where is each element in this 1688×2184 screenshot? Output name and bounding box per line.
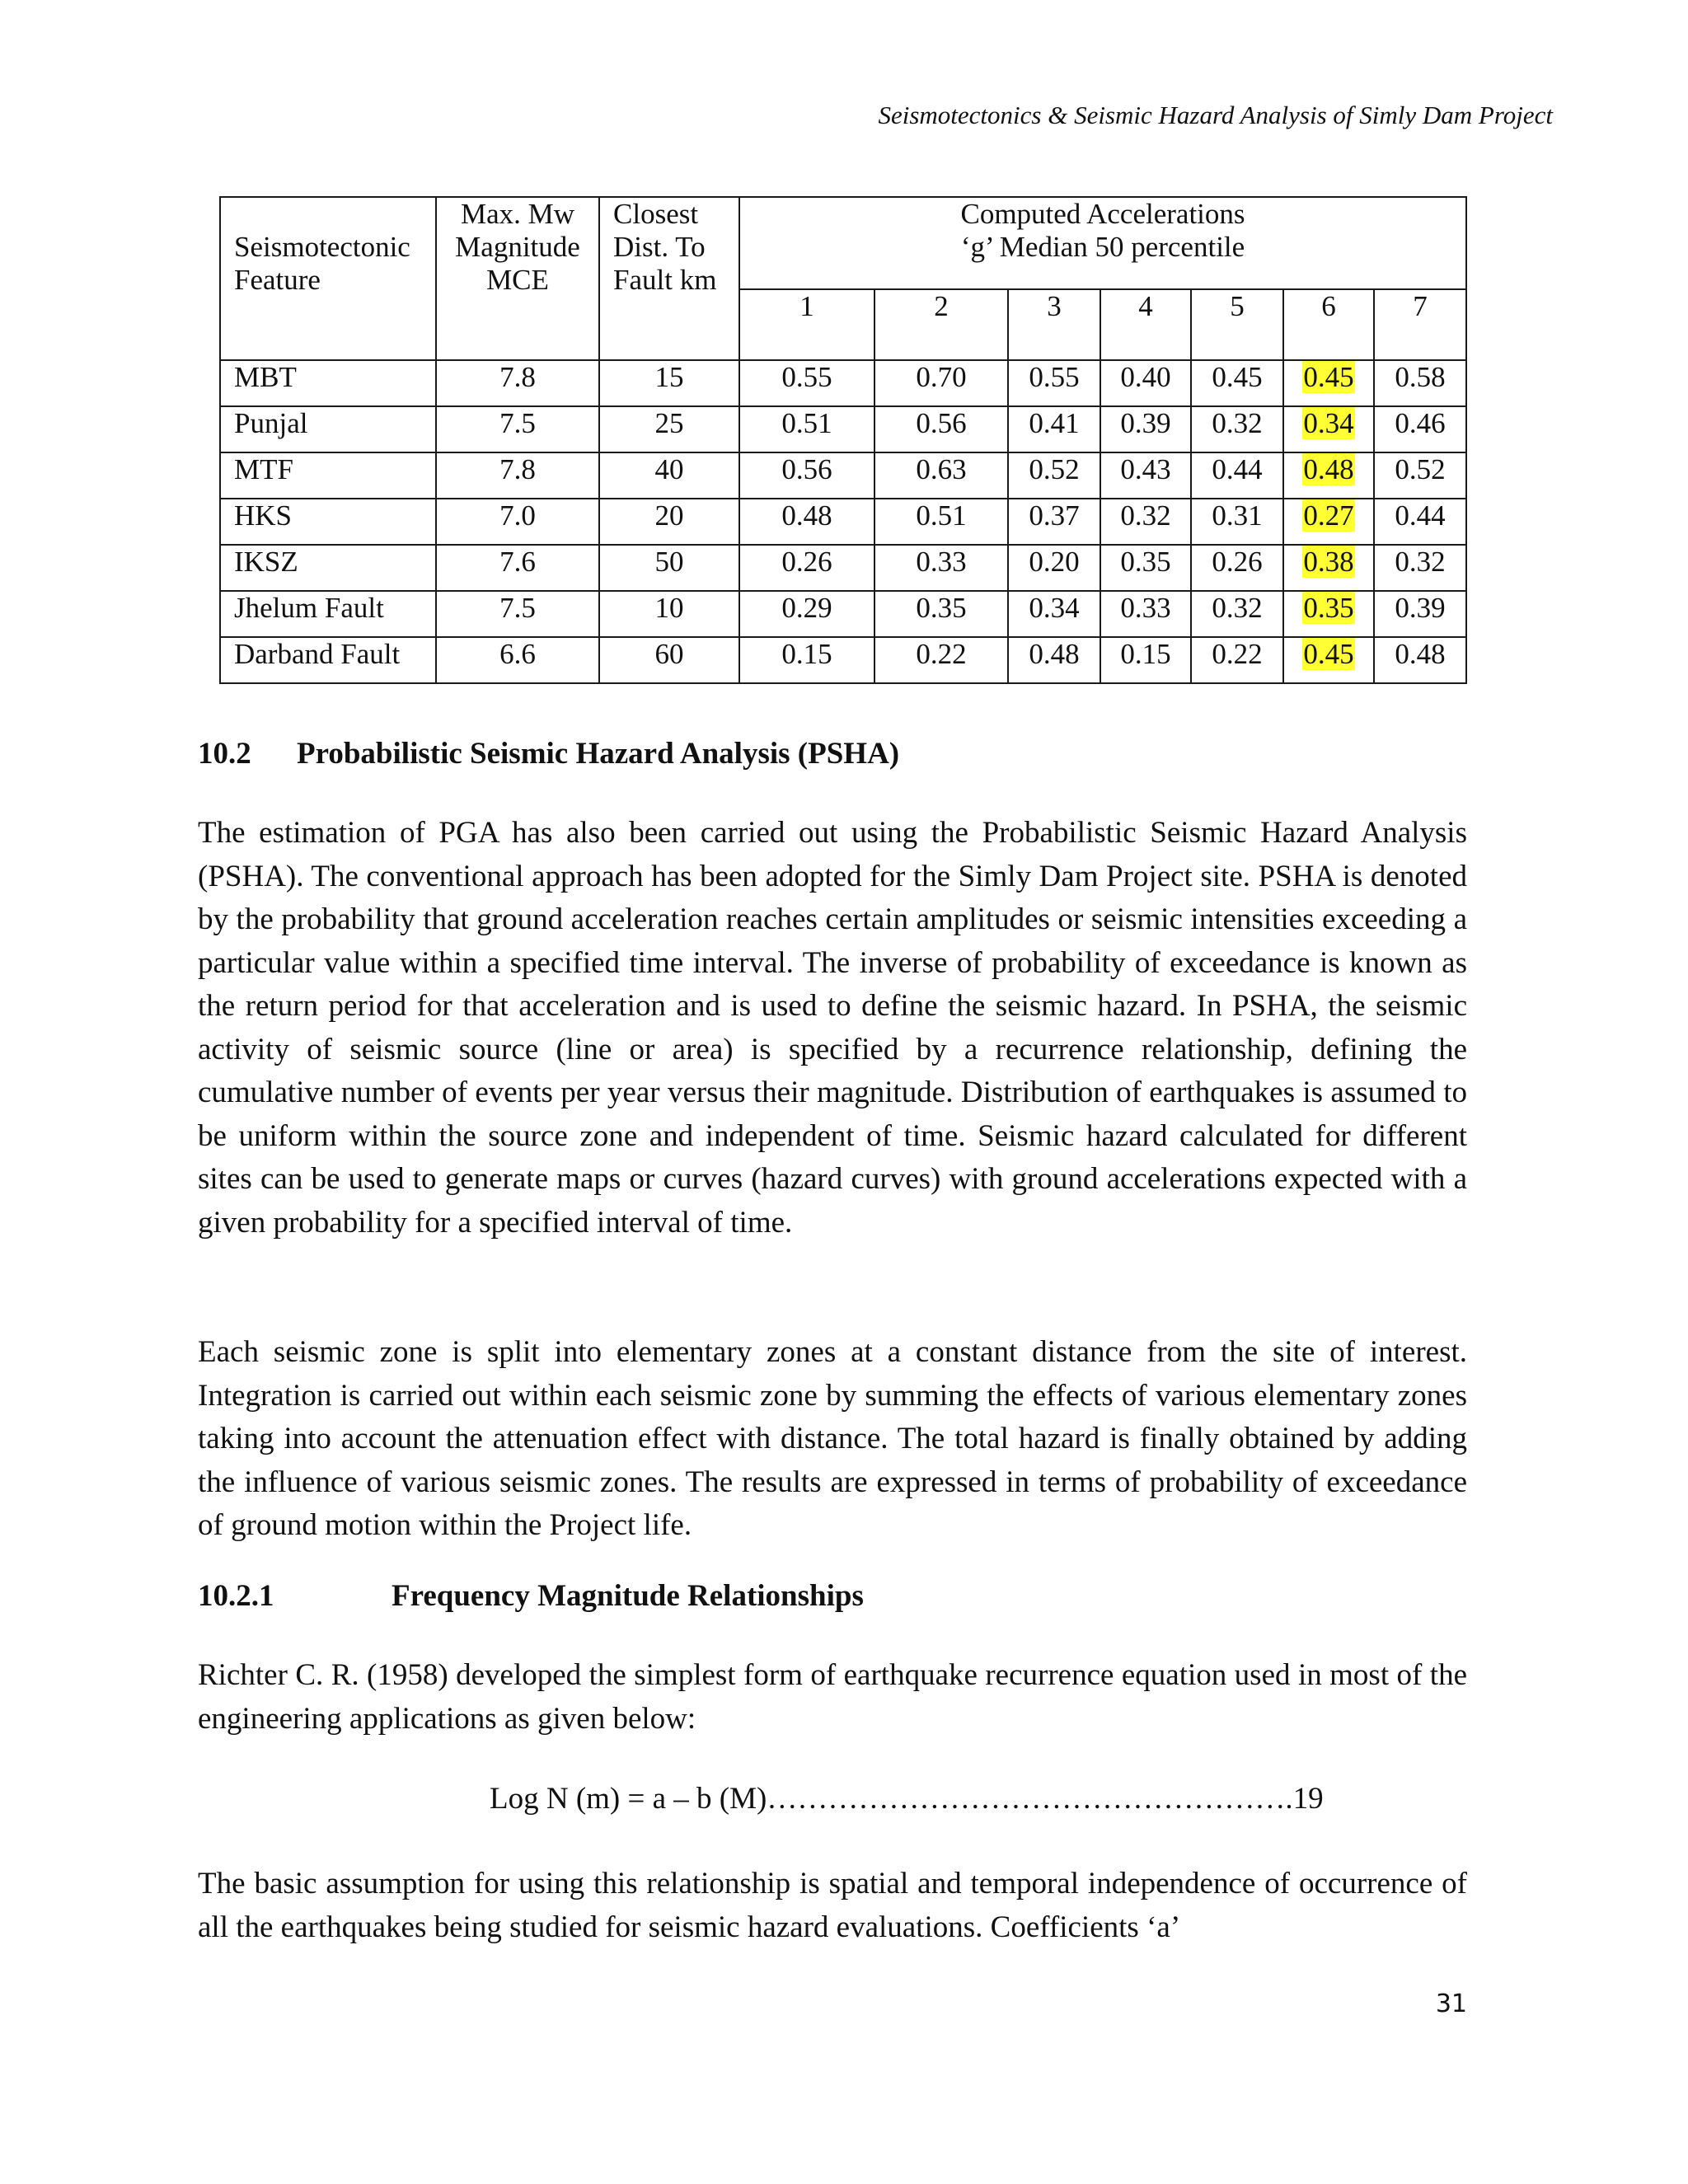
subsection-number: 10.2.1 — [198, 1579, 274, 1613]
section-title: Probabilistic Seismic Hazard Analysis (PSHA) — [297, 737, 900, 771]
cell-acceleration: 0.46 — [1374, 406, 1466, 452]
cell-acceleration: 0.33 — [874, 545, 1008, 591]
table-row — [220, 360, 1466, 406]
header-accelerations-line-1: Computed Accelerations — [960, 198, 1245, 230]
accel-col-5: 5 — [1191, 289, 1283, 360]
cell-acceleration: 0.22 — [874, 637, 1008, 683]
cell-acceleration — [1283, 545, 1374, 591]
cell-acceleration — [1283, 499, 1374, 545]
cell-acceleration: 0.44 — [1191, 452, 1283, 499]
cell-acceleration: 0.34 — [1008, 591, 1100, 637]
table-row — [220, 452, 1466, 499]
highlighted-value: 0.48 — [1303, 453, 1354, 485]
cell-acceleration: 0.35 — [874, 591, 1008, 637]
cell-acceleration: 0.70 — [874, 360, 1008, 406]
cell-distance: 10 — [599, 591, 739, 637]
cell-acceleration: 0.32 — [1374, 545, 1466, 591]
cell-magnitude: 7.8 — [436, 452, 599, 499]
highlighted-value: 0.45 — [1303, 638, 1354, 670]
table-row — [220, 406, 1466, 452]
cell-acceleration: 0.39 — [1374, 591, 1466, 637]
cell-distance: 15 — [599, 360, 739, 406]
cell-acceleration — [1283, 637, 1374, 683]
cell-feature: MBT — [220, 360, 436, 406]
header-distance-line-2: Dist. To — [613, 231, 706, 263]
accel-col-2: 2 — [874, 289, 1008, 360]
accel-col-7: 7 — [1374, 289, 1466, 360]
cell-acceleration: 0.41 — [1008, 406, 1100, 452]
header-feature — [220, 197, 436, 360]
accel-col-6: 6 — [1283, 289, 1374, 360]
header-magnitude-line-2: Magnitude — [455, 231, 580, 263]
table-row — [220, 499, 1466, 545]
cell-acceleration: 0.32 — [1100, 499, 1191, 545]
cell-acceleration: 0.52 — [1008, 452, 1100, 499]
highlighted-value: 0.35 — [1303, 592, 1354, 624]
cell-acceleration — [1283, 406, 1374, 452]
accel-col-4: 4 — [1100, 289, 1191, 360]
header-magnitude — [436, 197, 599, 360]
highlighted-value: 0.45 — [1303, 361, 1354, 393]
accel-col-1: 1 — [739, 289, 874, 360]
cell-distance: 50 — [599, 545, 739, 591]
psha-paragraph-1: The estimation of PGA has also been carried out using the Probabilistic Seismic Hazard Analysis (PSHA). The conventional approach has been adopted for the Simly Dam Project site. PSHA is denoted by the probability that ground acceleration reaches certain amplitudes or seismic intensities exceeding a particular value within a specified time interval. The inverse of probability of exceedance is known as the return period for that acceleration and is used to define the seismic hazard. In PSHA, the seismic activity of seismic source (line or area) is specified by a recurrence relationship, defining the cumulative number of events per year versus their magnitude. Distribution of earthquakes is assumed to be uniform within the source zone and independent of time. Seismic hazard calculated for different sites can be used to generate maps or curves (hazard curves) with ground accelerations expected with a given probability for a specified interval of time. — [198, 816, 1467, 1240]
cell-acceleration — [1283, 452, 1374, 499]
cell-acceleration: 0.32 — [1191, 591, 1283, 637]
cell-acceleration: 0.26 — [1191, 545, 1283, 591]
running-header: Seismotectonics & Seismic Hazard Analysis of Simly Dam Project — [878, 101, 1553, 129]
cell-acceleration: 0.43 — [1100, 452, 1191, 499]
cell-magnitude: 6.6 — [436, 637, 599, 683]
table-row — [220, 637, 1466, 683]
highlighted-value: 0.27 — [1303, 499, 1354, 532]
acceleration-table — [219, 196, 1467, 684]
cell-acceleration: 0.35 — [1100, 545, 1191, 591]
cell-acceleration: 0.55 — [739, 360, 874, 406]
cell-acceleration: 0.20 — [1008, 545, 1100, 591]
cell-acceleration: 0.58 — [1374, 360, 1466, 406]
cell-acceleration: 0.63 — [874, 452, 1008, 499]
cell-distance: 20 — [599, 499, 739, 545]
cell-magnitude: 7.5 — [436, 591, 599, 637]
cell-acceleration: 0.45 — [1191, 360, 1283, 406]
equation-19: Log N (m) = a – b (M)…………………………………………….19 — [490, 1782, 1324, 1816]
section-number: 10.2 — [198, 737, 251, 771]
header-accelerations — [739, 197, 1466, 289]
cell-acceleration: 0.40 — [1100, 360, 1191, 406]
cell-acceleration: 0.56 — [874, 406, 1008, 452]
cell-feature: Darband Fault — [220, 637, 436, 683]
page-number: 31 — [1435, 1990, 1467, 2018]
highlighted-value: 0.38 — [1303, 546, 1354, 578]
header-magnitude-line-1: Max. Mw — [460, 198, 575, 230]
cell-acceleration — [1283, 360, 1374, 406]
highlighted-value: 0.34 — [1303, 407, 1354, 439]
cell-magnitude: 7.0 — [436, 499, 599, 545]
cell-feature: IKSZ — [220, 545, 436, 591]
cell-acceleration: 0.56 — [739, 452, 874, 499]
cell-acceleration: 0.48 — [739, 499, 874, 545]
section-heading-psha — [198, 735, 899, 773]
accel-col-3: 3 — [1008, 289, 1100, 360]
cell-acceleration: 0.48 — [1008, 637, 1100, 683]
header-distance — [599, 197, 739, 360]
cell-magnitude: 7.5 — [436, 406, 599, 452]
cell-distance: 40 — [599, 452, 739, 499]
cell-acceleration: 0.55 — [1008, 360, 1100, 406]
cell-acceleration: 0.44 — [1374, 499, 1466, 545]
table-header-row — [220, 197, 1466, 289]
cell-acceleration: 0.15 — [1100, 637, 1191, 683]
cell-acceleration: 0.29 — [739, 591, 874, 637]
header-magnitude-line-3: MCE — [486, 264, 549, 296]
header-distance-line-1: Closest — [613, 198, 699, 230]
cell-acceleration: 0.51 — [874, 499, 1008, 545]
psha-paragraph-2: Each seismic zone is split into elementary zones at a constant distance from the site of interest. Integration is carried out within each seismic zone by summing the effects of various elementary zones taking into account the attenuation effect with distance. The total hazard is finally obtained by adding the influence of various seismic zones. The results are expressed in terms of probability of exceedance of ground motion within the Project life. — [198, 1335, 1467, 1542]
header-feature-line-2: Feature — [234, 264, 321, 296]
fmr-paragraph-2: The basic assumption for using this relationship is spatial and temporal independence of occurrence of all the earthquakes being studied for seismic hazard evaluations. Coefficients ‘a’ — [198, 1867, 1467, 1944]
cell-acceleration: 0.52 — [1374, 452, 1466, 499]
header-distance-line-3: Fault km — [613, 264, 717, 296]
cell-feature: HKS — [220, 499, 436, 545]
cell-magnitude: 7.8 — [436, 360, 599, 406]
cell-feature: Jhelum Fault — [220, 591, 436, 637]
cell-distance: 60 — [599, 637, 739, 683]
cell-acceleration: 0.26 — [739, 545, 874, 591]
cell-acceleration: 0.31 — [1191, 499, 1283, 545]
table-row — [220, 545, 1466, 591]
cell-acceleration: 0.51 — [739, 406, 874, 452]
section-heading-fmr — [198, 1577, 864, 1615]
cell-feature: MTF — [220, 452, 436, 499]
cell-acceleration: 0.48 — [1374, 637, 1466, 683]
cell-acceleration — [1283, 591, 1374, 637]
cell-feature: Punjal — [220, 406, 436, 452]
subsection-title: Frequency Magnitude Relationships — [392, 1579, 864, 1613]
cell-distance: 25 — [599, 406, 739, 452]
cell-acceleration: 0.39 — [1100, 406, 1191, 452]
cell-acceleration: 0.33 — [1100, 591, 1191, 637]
cell-acceleration: 0.37 — [1008, 499, 1100, 545]
table-row — [220, 591, 1466, 637]
cell-magnitude: 7.6 — [436, 545, 599, 591]
header-accelerations-line-2: ‘g’ Median 50 percentile — [960, 231, 1245, 263]
cell-acceleration: 0.15 — [739, 637, 874, 683]
cell-acceleration: 0.32 — [1191, 406, 1283, 452]
fmr-paragraph-1: Richter C. R. (1958) developed the simplest form of earthquake recurrence equation used in most of the engineering applications as given below: — [198, 1658, 1467, 1736]
header-feature-line-1: Seismotectonic — [234, 231, 410, 263]
cell-acceleration: 0.22 — [1191, 637, 1283, 683]
